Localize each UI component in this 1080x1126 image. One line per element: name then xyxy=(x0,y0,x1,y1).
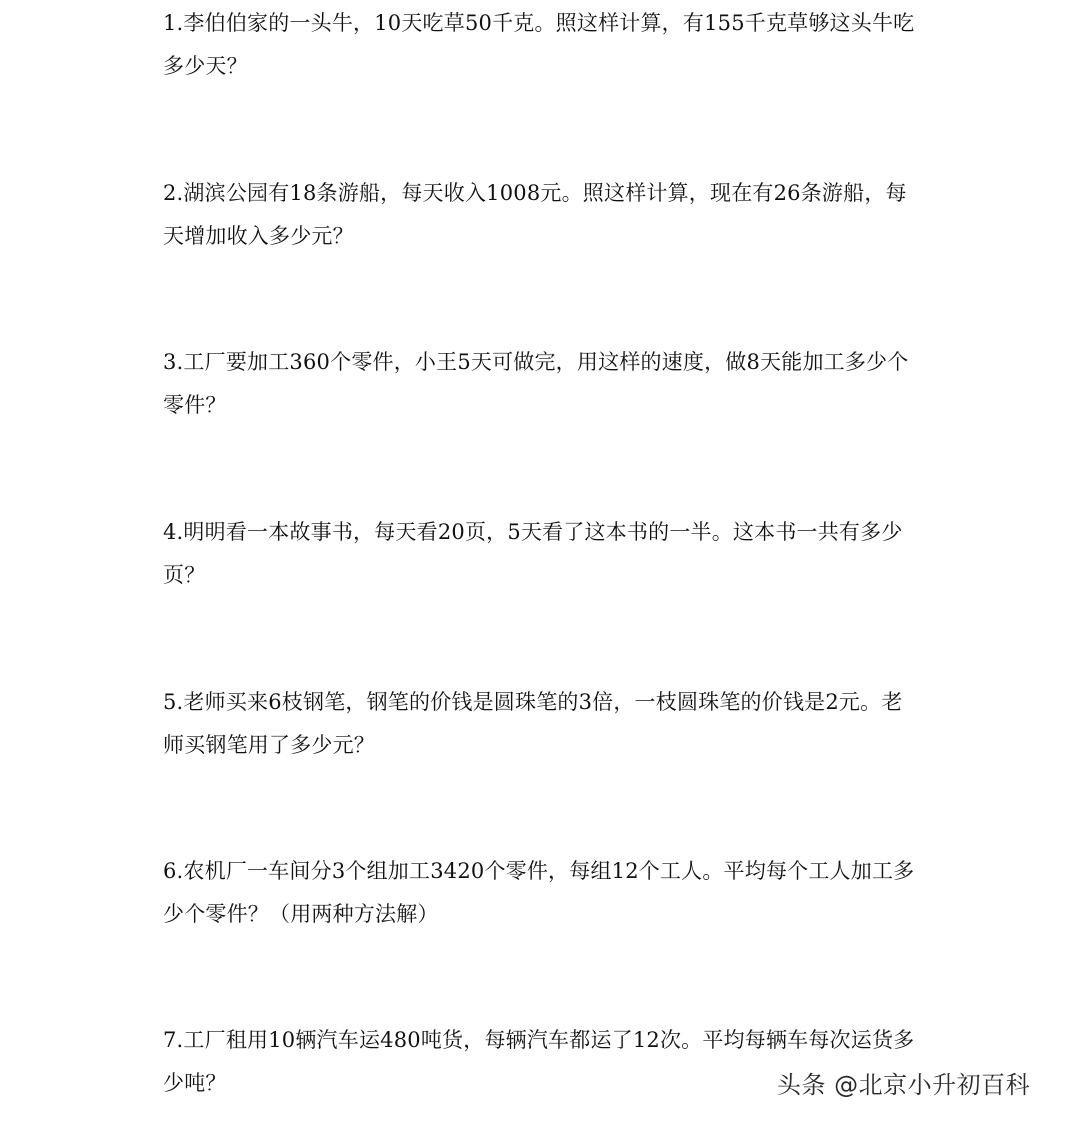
problem-4 xyxy=(163,511,923,597)
problem-1-line-2: 多少天？ xyxy=(163,54,248,78)
problem-5 xyxy=(163,681,923,767)
problem-6-line-1: 6.农机厂一车间分3个组加工3420个零件，每组12个工人。平均每个工人加工多 xyxy=(163,859,915,883)
problem-3-line-2: 零件？ xyxy=(163,393,227,417)
problem-6-line-2: 少个零件？（用两种方法解） xyxy=(163,902,439,926)
problem-6 xyxy=(163,850,923,936)
problem-7-line-1: 7.工厂租用10辆汽车运480吨货，每辆汽车都运了12次。平均每辆车每次运货多 xyxy=(163,1028,915,1052)
problem-5-line-1: 5.老师买来6枝钢笔，钢笔的价钱是圆珠笔的3倍，一枝圆珠笔的价钱是2元。老 xyxy=(163,690,903,714)
problem-1-line-1: 1.李伯伯家的一头牛，10天吃草50千克。照这样计算，有155千克草够这头牛吃 xyxy=(163,11,915,35)
problem-2-line-1: 2.湖滨公园有18条游船，每天收入1008元。照这样计算，现在有26条游船，每 xyxy=(163,181,907,205)
problem-1 xyxy=(163,2,923,88)
problem-4-line-1: 4.明明看一本故事书，每天看20页，5天看了这本书的一半。这本书一共有多少 xyxy=(163,520,903,544)
problem-5-line-2: 师买钢笔用了多少元？ xyxy=(163,733,375,757)
problem-2 xyxy=(163,172,923,258)
source-watermark: 头条 @北京小升初百科 xyxy=(777,1071,1031,1099)
problem-7-line-2: 少吨？ xyxy=(163,1071,227,1095)
problem-3 xyxy=(163,341,923,427)
problem-4-line-2: 页？ xyxy=(163,563,206,587)
problem-3-line-1: 3.工厂要加工360个零件，小王5天可做完，用这样的速度，做8天能加工多少个 xyxy=(163,350,909,374)
problem-2-line-2: 天增加收入多少元？ xyxy=(163,224,354,248)
